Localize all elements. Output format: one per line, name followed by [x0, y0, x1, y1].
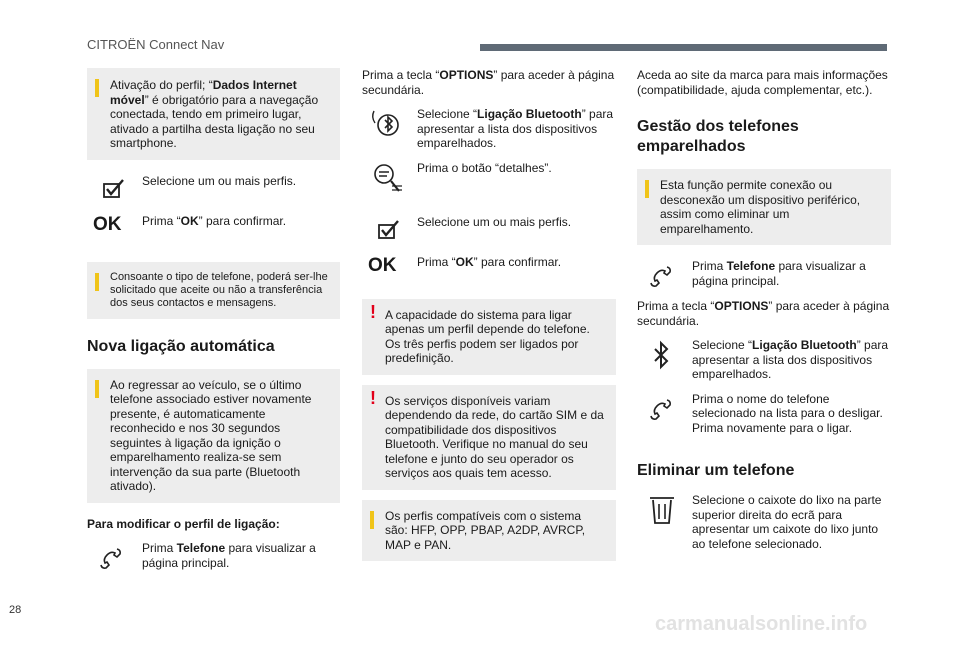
step-select-profiles: Selecione um ou mais perfis.	[87, 174, 340, 204]
step-ok: OK Prima “OK” para confirmar.	[93, 213, 287, 235]
info-box: Os perfis compatíveis com o sistema são: HFP, OPP, PBAP, A2DP, AVRCP, MAP e PAN.	[362, 500, 616, 562]
column-3	[637, 68, 891, 561]
bluetooth-icon	[645, 338, 679, 372]
options-text: Prima a tecla “OPTIONS” para aceder à página secundária.	[637, 299, 890, 328]
step-bluetooth: Selecione “Ligação Bluetooth” para apresentar a lista dos dispositivos emparelhados.	[637, 338, 891, 382]
info-marker	[645, 180, 649, 198]
warning-box: ! A capacidade do sistema para ligar apenas um perfil depende do telefone. Os três perfis podem ser ligados por predefinição.	[362, 299, 616, 375]
info-marker	[95, 79, 99, 97]
ok-icon: OK	[368, 254, 397, 276]
ok-icon: OK	[93, 213, 122, 235]
warning-icon: !	[370, 301, 376, 322]
warning-box: ! Os serviços disponíveis variam dependendo da rede, do cartão SIM e da compatibilidade dos dispositivos Bluetooth. Verifique no manual do seu telefone e junto do seu operador os serviços aos quais tem acesso.	[362, 385, 616, 490]
subheading: Para modificar o perfil de ligação:	[87, 516, 280, 531]
info-box: Ao regressar ao veículo, se o último telefone associado estiver novamente presente, é automaticamente reconhecido e nos 30 segundos seguintes à ligação da ignição o emparelhamento realiza-se sem intervenção da sua parte (Bluetooth ativado).	[87, 369, 340, 503]
section-heading: Gestão dos telefones emparelhados	[637, 118, 799, 155]
intro-text: Prima a tecla “OPTIONS” para aceder à página secundária.	[362, 68, 615, 97]
phone-icon	[645, 392, 679, 426]
info-marker	[95, 273, 99, 291]
header-title: CITROËN Connect Nav	[87, 37, 225, 52]
step-trash: Selecione o caixote do lixo na parte superior direita do ecrã para apresentar um caixote do lixo junto ao telefone selecionado.	[637, 493, 891, 551]
details-search-icon	[370, 161, 404, 195]
step-details: Prima o botão “detalhes”.	[362, 161, 616, 205]
trash-icon	[645, 493, 679, 527]
info-box: Consoante o tipo de telefone, poderá ser-lhe solicitado que aceite ou não a transferência dos seus contactos e mensagens.	[87, 262, 340, 319]
column-2	[362, 68, 616, 571]
header-bar	[480, 44, 887, 51]
step-ok: OK Prima “OK” para confirmar.	[368, 254, 562, 276]
info-box: Ativação do perfil; “Dados Internet móvel” é obrigatório para a navegação conectada, tendo em primeiro lugar, ativado a partilha desta ligação no seu smartphone.	[87, 68, 340, 160]
step-select-profiles: Selecione um ou mais perfis.	[362, 215, 616, 245]
step-phone: Prima Telefone para visualizar a página principal.	[637, 259, 891, 289]
section-heading: Nova ligação automática	[87, 337, 275, 355]
phone-icon	[95, 541, 129, 575]
column-1	[87, 68, 340, 581]
info-marker	[95, 380, 99, 398]
phone-icon	[645, 259, 679, 293]
warning-icon: !	[370, 387, 376, 408]
info-box: Esta função permite conexão ou desconexão um dispositivo periférico, assim como eliminar um emparelhamento.	[637, 169, 891, 245]
step-phone-name: Prima o nome do telefone selecionado na lista para o desligar. Prima novamente para o ligar.	[637, 392, 891, 436]
checkbox-icon	[370, 215, 404, 249]
page-number: 28	[9, 604, 22, 616]
bluetooth-search-icon	[370, 107, 404, 141]
step-phone: Prima Telefone para visualizar a página principal.	[87, 541, 340, 571]
section-heading: Eliminar um telefone	[637, 462, 795, 479]
intro-text: Aceda ao site da marca para mais informações (compatibilidade, ajuda complementar, etc.).	[637, 68, 888, 97]
step-bluetooth: Selecione “Ligação Bluetooth” para apresentar a lista dos dispositivos emparelhados.	[362, 107, 616, 151]
info-marker	[370, 511, 374, 529]
watermark: carmanualsonline.info	[655, 613, 868, 635]
checkbox-icon	[95, 174, 129, 208]
